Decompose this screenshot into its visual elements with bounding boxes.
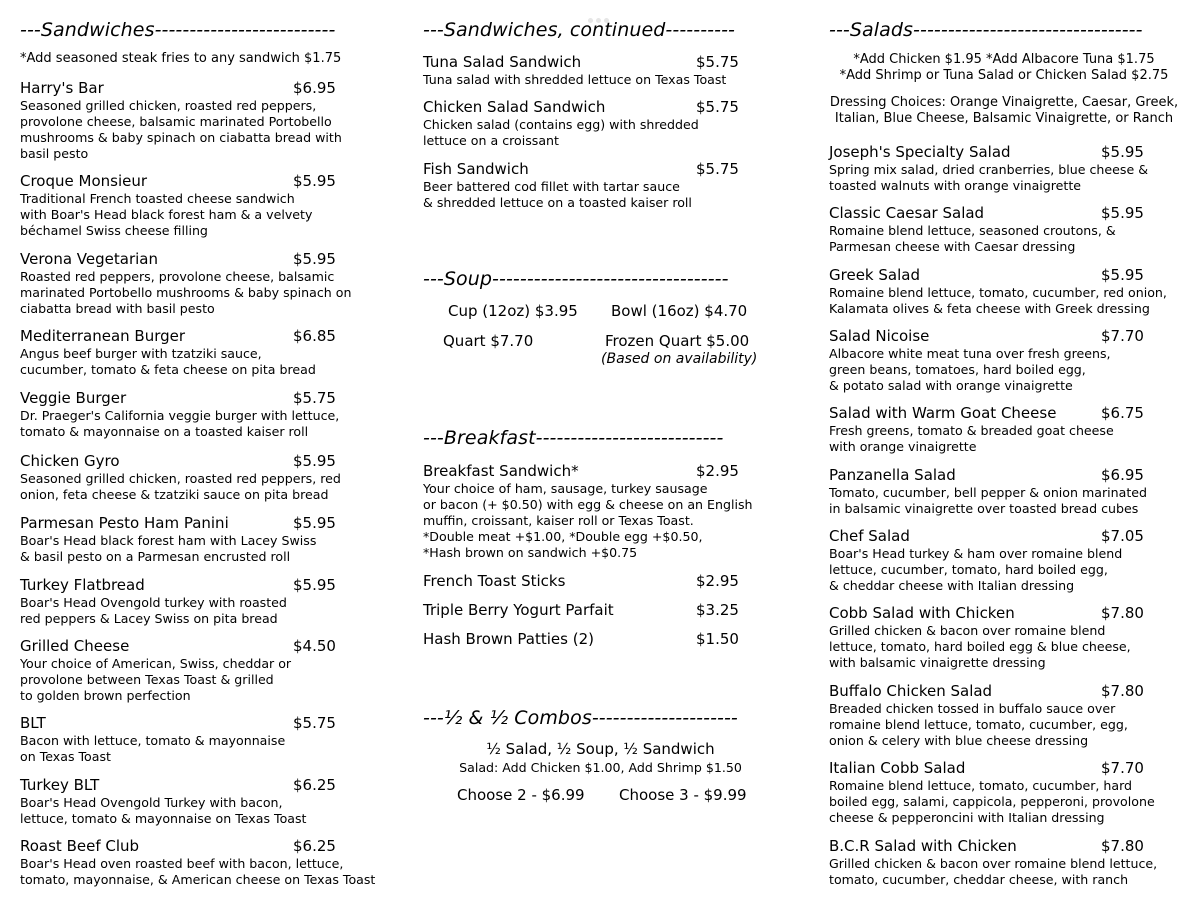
menu-item-description-line: provolone cheese, balsamic marinated Portobello [20,114,332,129]
menu-item-description-line: on Texas Toast [20,749,111,764]
menu-item-price: $5.75 [696,98,739,116]
menu-item-header [829,143,1179,162]
menu-item-header [423,462,778,481]
menu-item-header [20,576,375,595]
menu-item-description-line: onion & celery with blue cheese dressing [829,733,1089,748]
salad-item-salad-with-warm-goat-cheese [829,404,1179,455]
menu-item-name: Breakfast Sandwich* [423,462,579,480]
combos-heading: ---½ & ½ Combos--------------------- [423,707,738,729]
menu-item-description-line: Breaded chicken tossed in buffalo sauce over [829,701,1116,716]
page-indicator-dots [588,8,614,14]
menu-item-name: French Toast Sticks [423,572,566,590]
menu-item-name: BLT [20,714,46,732]
menu-item-description-line: & basil pesto on a Parmesan encrusted roll [20,549,291,564]
menu-item-description-line: Grilled chicken & bacon over romaine blend [829,623,1106,638]
menu-item-name: Classic Caesar Salad [829,204,985,222]
menu-item-name: Cobb Salad with Chicken [829,604,1015,622]
menu-item-description-line: with Boar's Head black forest ham & a velvety [20,207,313,222]
menu-item-header [423,630,778,649]
menu-item-description-line: basil pesto [20,146,89,161]
menu-item-price: $3.25 [696,601,739,619]
menu-item-description-line: & cheddar cheese with Italian dressing [829,578,1075,593]
menu-item-header [20,514,375,533]
menu-item-price: $7.80 [1101,604,1144,622]
menu-item-description-line: tomato, mayonnaise, & American cheese on Texas Toast [20,872,376,887]
menu-item-description-line: Romaine blend lettuce, tomato, cucumber, red onion, [829,285,1167,300]
menu-item-header [829,266,1179,285]
menu-item-description-line: with orange vinaigrette [829,439,977,454]
salad-item-italian-cobb-salad [829,759,1179,826]
menu-item-price: $7.70 [1101,327,1144,345]
menu-item-header [423,160,778,179]
menu-item-name: Harry's Bar [20,79,104,97]
sandwiches-continued-heading: ---Sandwiches, continued---------- [423,19,735,41]
menu-item-description-line: Grilled chicken & bacon over romaine blend lettuce, [829,856,1158,871]
sandwich-item-verona-vegetarian [20,250,375,317]
menu-item-description-line: ciabatta bread with basil pesto [20,301,215,316]
menu-item-name: Turkey Flatbread [20,576,145,594]
dressing-choices-note-2: Italian, Blue Cheese, Balsamic Vinaigrette, or Ranch [834,111,1174,126]
menu-item-name: Croque Monsieur [20,172,148,190]
soup-heading: ---Soup---------------------------------- [423,268,729,290]
menu-item-description-line: Boar's Head turkey & ham over romaine blend [829,546,1123,561]
menu-item-name: Fish Sandwich [423,160,529,178]
combo-addons-note: Salad: Add Chicken $1.00, Add Shrimp $1.50 [459,760,742,775]
menu-item-header [20,250,375,269]
menu-item-header [423,53,778,72]
combo-description: ½ Salad, ½ Soup, ½ Sandwich [486,740,715,758]
menu-item-name: Verona Vegetarian [20,250,158,268]
menu-item-price: $2.95 [696,462,739,480]
salad-item-chef-salad [829,527,1179,594]
salad-addon-note-1: *Add Chicken $1.95 *Add Albacore Tuna $1.75 [853,52,1155,67]
menu-item-price: $5.75 [696,160,739,178]
menu-item-header [829,466,1179,485]
menu-item-price: $4.50 [293,637,336,655]
soup-frozen-quart-price: Frozen Quart $5.00 [605,332,750,350]
menu-item-description-line: Chicken salad (contains egg) with shredded [423,117,699,132]
sandwich-item-turkey-blt [20,776,375,827]
menu-item-price: $6.25 [293,837,336,855]
sandwich-item-grilled-cheese [20,637,375,704]
menu-item-description-line: béchamel Swiss cheese filling [20,223,208,238]
dressing-choices-note-1: Dressing Choices: Orange Vinaigrette, Caesar, Greek, [829,95,1179,110]
menu-item-description-line: to golden brown perfection [20,688,191,703]
menu-item-description-line: Tuna salad with shredded lettuce on Texas Toast [423,72,727,87]
menu-item-description-line: Fresh greens, tomato & breaded goat cheese [829,423,1114,438]
salad-item-panzanella-salad [829,466,1179,517]
menu-item-name: Grilled Cheese [20,637,130,655]
menu-item-name: Chicken Salad Sandwich [423,98,606,116]
menu-item-name: B.C.R Salad with Chicken [829,837,1017,855]
menu-item-price: $5.75 [293,714,336,732]
menu-item-description-line: onion, feta cheese & tzatziki sauce on pita bread [20,487,329,502]
menu-item-name: Veggie Burger [20,389,127,407]
menu-item-description-line: Bacon with lettuce, tomato & mayonnaise [20,733,286,748]
menu-item-header [20,79,375,98]
menu-item-price: $7.80 [1101,837,1144,855]
sandwich-continued-item-fish-sandwich [423,160,778,211]
menu-item-price: $7.70 [1101,759,1144,777]
menu-item-header [829,837,1179,856]
menu-item-description-line: red peppers & Lacey Swiss on pita bread [20,611,278,626]
menu-item-price: $5.95 [293,514,336,532]
menu-item-price: $5.95 [1101,204,1144,222]
menu-item-description-line: Tomato, cucumber, bell pepper & onion marinated [829,485,1148,500]
menu-item-description-line: *Hash brown on sandwich +$0.75 [423,545,638,560]
menu-item-description-line: & potato salad with orange vinaigrette [829,378,1073,393]
sandwich-item-turkey-flatbread [20,576,375,627]
breakfast-item-hash-brown-patties-2 [423,630,778,649]
menu-item-description-line: Your choice of American, Swiss, cheddar or [20,656,292,671]
sandwich-item-mediterranean-burger [20,327,375,378]
steak-fries-note: *Add seasoned steak fries to any sandwich $1.75 [20,51,342,66]
menu-item-header [829,759,1179,778]
menu-item-description-line: tomato, cucumber, cheddar cheese, with ranch [829,872,1129,887]
sandwiches-heading: ---Sandwiches-------------------------- [20,19,336,41]
menu-item-price: $5.75 [696,53,739,71]
salad-item-b-c-r-salad-with-chicken [829,837,1179,888]
combo-choose-2-price: Choose 2 - $6.99 [457,786,585,804]
menu-item-description-line: or bacon (+ $0.50) with egg & cheese on an English [423,497,753,512]
menu-item-header [20,837,375,856]
menu-item-price: $6.75 [1101,404,1144,422]
menu-item-description-line: green beans, tomatoes, hard boiled egg, [829,362,1086,377]
menu-item-price: $6.95 [293,79,336,97]
sandwich-item-veggie-burger [20,389,375,440]
menu-item-description-line: Your choice of ham, sausage, turkey sausage [423,481,708,496]
menu-item-description-line: Roasted red peppers, provolone cheese, balsamic [20,269,335,284]
menu-item-price: $5.95 [1101,266,1144,284]
salad-addon-note-2: *Add Shrimp or Tuna Salad or Chicken Salad $2.75 [839,68,1169,83]
menu-item-description-line: Kalamata olives & feta cheese with Greek dressing [829,301,1150,316]
menu-item-price: $6.85 [293,327,336,345]
menu-item-price: $5.95 [293,576,336,594]
menu-item-price: $6.95 [1101,466,1144,484]
salad-item-buffalo-chicken-salad [829,682,1179,749]
menu-item-name: Roast Beef Club [20,837,140,855]
menu-item-description-line: cucumber, tomato & feta cheese on pita bread [20,362,316,377]
salad-item-salad-nicoise [829,327,1179,394]
menu-item-name: Greek Salad [829,266,920,284]
menu-item-price: $5.95 [293,172,336,190]
menu-item-description-line: Boar's Head Ovengold Turkey with bacon, [20,795,283,810]
sandwich-item-chicken-gyro [20,452,375,503]
breakfast-heading: ---Breakfast--------------------------- [423,427,724,449]
salad-item-joseph-s-specialty-salad [829,143,1179,194]
menu-item-description-line: lettuce, tomato & mayonnaise on Texas Toast [20,811,307,826]
menu-item-description-line: cheese & pepperoncini with Italian dressing [829,810,1105,825]
menu-item-header [829,682,1179,701]
menu-item-header [423,572,778,591]
sandwich-continued-item-chicken-salad-sandwich [423,98,778,149]
menu-item-name: Tuna Salad Sandwich [423,53,582,71]
menu-item-name: Parmesan Pesto Ham Panini [20,514,229,532]
menu-item-name: Hash Brown Patties (2) [423,630,594,648]
sandwich-item-roast-beef-club [20,837,375,888]
menu-item-name: Triple Berry Yogurt Parfait [423,601,614,619]
menu-item-description-line: Romaine blend lettuce, tomato, cucumber, hard [829,778,1133,793]
menu-item-header [20,637,375,656]
menu-item-description-line: Romaine blend lettuce, seasoned croutons, & [829,223,1116,238]
menu-item-description-line: Seasoned grilled chicken, roasted red peppers, red [20,471,341,486]
soup-quart-price: Quart $7.70 [443,332,534,350]
menu-item-name: Salad with Warm Goat Cheese [829,404,1057,422]
sandwich-item-croque-monsieur [20,172,375,239]
menu-item-price: $5.95 [1101,143,1144,161]
menu-item-header [20,714,375,733]
breakfast-item-triple-berry-yogurt-parfait [423,601,778,620]
menu-item-name: Chicken Gyro [20,452,120,470]
menu-item-name: Salad Nicoise [829,327,930,345]
sandwich-item-harry-s-bar [20,79,375,162]
salad-item-classic-caesar-salad [829,204,1179,255]
menu-item-header [20,776,375,795]
menu-item-name: Chef Salad [829,527,910,545]
breakfast-item-french-toast-sticks [423,572,778,591]
menu-item-description-line: Parmesan cheese with Caesar dressing [829,239,1076,254]
menu-item-name: Mediterranean Burger [20,327,186,345]
menu-item-description-line: & shredded lettuce on a toasted kaiser roll [423,195,692,210]
menu-item-price: $7.80 [1101,682,1144,700]
menu-item-name: Turkey BLT [20,776,100,794]
menu-item-description-line: Seasoned grilled chicken, roasted red peppers, [20,98,317,113]
menu-item-price: $5.95 [293,452,336,470]
menu-item-description-line: with balsamic vinaigrette dressing [829,655,1046,670]
menu-item-description-line: *Double meat +$1.00, *Double egg +$0.50, [423,529,703,544]
menu-item-description-line: romaine blend lettuce, tomato, cucumber, egg, [829,717,1128,732]
menu-item-name: Buffalo Chicken Salad [829,682,993,700]
menu-item-header [829,604,1179,623]
menu-item-description-line: Beer battered cod fillet with tartar sauce [423,179,680,194]
menu-item-description-line: boiled egg, salami, cappicola, pepperoni, provolone [829,794,1155,809]
salad-item-cobb-salad-with-chicken [829,604,1179,671]
menu-item-price: $1.50 [696,630,739,648]
menu-item-description-line: Traditional French toasted cheese sandwich [20,191,295,206]
soup-availability-note: (Based on availability) [601,351,758,367]
menu-item-description-line: provolone between Texas Toast & grilled [20,672,274,687]
menu-item-description-line: in balsamic vinaigrette over toasted bread cubes [829,501,1139,516]
menu-item-description-line: toasted walnuts with orange vinaigrette [829,178,1082,193]
menu-item-description-line: Spring mix salad, dried cranberries, blue cheese & [829,162,1149,177]
menu-item-description-line: Boar's Head black forest ham with Lacey Swiss [20,533,317,548]
menu-item-description-line: lettuce, cucumber, tomato, hard boiled egg, [829,562,1108,577]
menu-item-header [423,98,778,117]
menu-item-name: Panzanella Salad [829,466,956,484]
menu-item-price: $5.75 [293,389,336,407]
menu-item-header [829,527,1179,546]
menu-item-description-line: Albacore white meat tuna over fresh greens, [829,346,1111,361]
sandwich-continued-item-tuna-salad-sandwich [423,53,778,88]
menu-item-price: $2.95 [696,572,739,590]
sandwich-item-blt [20,714,375,765]
menu-item-header [20,452,375,471]
menu-item-description-line: Boar's Head oven roasted beef with bacon, lettuce, [20,856,344,871]
menu-item-description-line: muffin, croissant, kaiser roll or Texas Toast. [423,513,694,528]
menu-item-price: $5.95 [293,250,336,268]
menu-item-header [829,204,1179,223]
menu-item-header [829,327,1179,346]
menu-item-name: Italian Cobb Salad [829,759,966,777]
menu-item-description-line: marinated Portobello mushrooms & baby spinach on [20,285,352,300]
menu-item-description-line: lettuce on a croissant [423,133,559,148]
menu-item-description-line: Angus beef burger with tzatziki sauce, [20,346,262,361]
menu-item-price: $6.25 [293,776,336,794]
salads-heading: ---Salads--------------------------------- [829,19,1143,41]
sandwich-item-parmesan-pesto-ham-panini [20,514,375,565]
breakfast-item-breakfast-sandwich [423,462,778,561]
menu-item-header [829,404,1179,423]
menu-item-price: $7.05 [1101,527,1144,545]
soup-bowl-price: Bowl (16oz) $4.70 [611,302,748,320]
salad-item-greek-salad [829,266,1179,317]
soup-cup-price: Cup (12oz) $3.95 [448,302,578,320]
menu-item-description-line: mushrooms & baby spinach on ciabatta bread with [20,130,342,145]
menu-item-description-line: Boar's Head Ovengold turkey with roasted [20,595,287,610]
menu-item-header [423,601,778,620]
menu-item-description-line: lettuce, tomato, hard boiled egg & blue cheese, [829,639,1131,654]
menu-item-description-line: Dr. Praeger's California veggie burger with lettuce, [20,408,340,423]
combo-choose-3-price: Choose 3 - $9.99 [619,786,747,804]
menu-item-header [20,327,375,346]
menu-item-header [20,172,375,191]
menu-item-description-line: tomato & mayonnaise on a toasted kaiser roll [20,424,309,439]
menu-item-name: Joseph's Specialty Salad [829,143,1011,161]
menu-item-header [20,389,375,408]
